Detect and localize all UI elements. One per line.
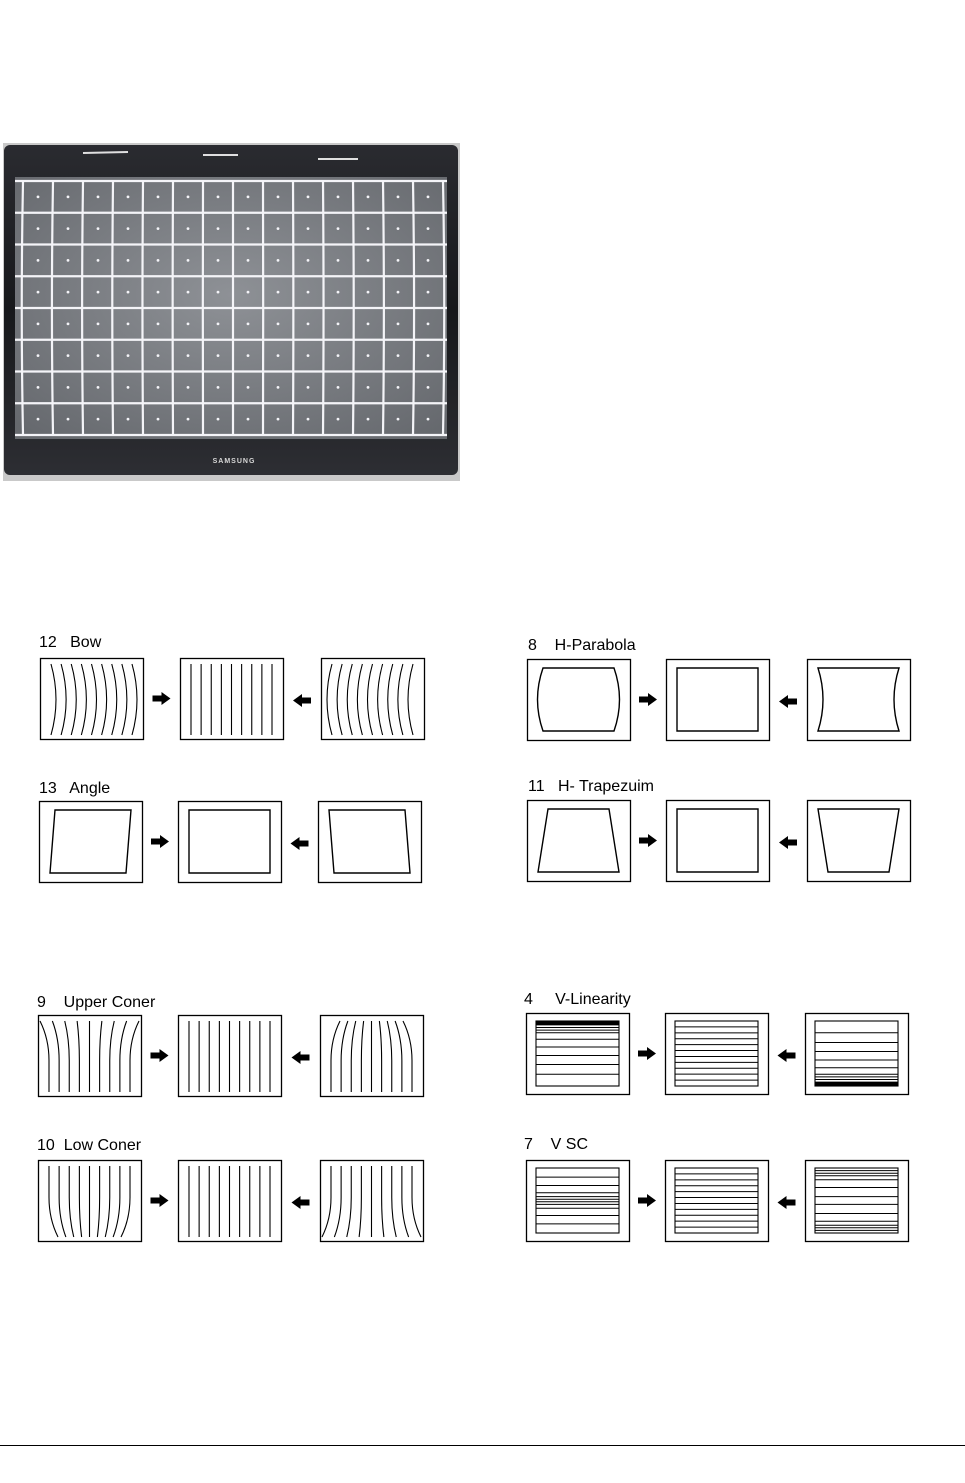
- diagram-low-corner-panel-2: [179, 1161, 282, 1242]
- arrow-right-icon: [639, 693, 657, 706]
- diagram-h-trapezium-panel-1: [528, 801, 631, 882]
- diagram-low-corner-panel-3: [321, 1161, 424, 1242]
- arrow-right-icon: [153, 692, 171, 705]
- diagram-angle-panel-1: [40, 802, 143, 883]
- diagram-h-trapezium: [528, 801, 911, 882]
- diagram-angle-panel-2: [179, 802, 282, 883]
- panel-frame: [179, 802, 282, 883]
- label-bow: 12 Bow: [39, 634, 102, 651]
- diagram-v-sc-panel-1: [527, 1161, 630, 1242]
- diagram-h-parabola: [528, 660, 911, 741]
- footer-rule: [0, 1445, 965, 1446]
- arrow-left-icon: [779, 836, 797, 849]
- diagram-v-sc: [527, 1161, 909, 1242]
- panel-frame: [666, 1014, 769, 1095]
- diagram-v-linearity-panel-2: [666, 1014, 769, 1095]
- arrow-left-icon: [778, 1049, 796, 1062]
- label-h-trapezium: 11 H- Trapezuim: [528, 778, 654, 795]
- diagram-low-corner-panel-1: [39, 1161, 142, 1242]
- diagram-v-linearity-panel-1: [527, 1014, 630, 1095]
- arrow-right-icon: [639, 834, 657, 847]
- panel-frame: [667, 801, 770, 882]
- arrow-right-icon: [638, 1047, 656, 1060]
- panel-frame: [527, 1014, 630, 1095]
- label-low-corner: 10 Low Coner: [37, 1137, 142, 1154]
- diagram-bow-panel-3: [322, 659, 425, 740]
- arrow-left-icon: [291, 837, 309, 850]
- diagram-h-parabola-panel-2: [667, 660, 770, 741]
- diagram-bow-panel-1: [41, 659, 144, 740]
- diagram-h-parabola-panel-1: [528, 660, 631, 741]
- diagram-angle: [40, 802, 422, 883]
- diagram-upper-corner: [39, 1016, 424, 1097]
- thick-band: [815, 1082, 898, 1086]
- diagram-bow-panel-2: [181, 659, 284, 740]
- diagram-low-corner: [39, 1161, 424, 1242]
- label-v-sc: 7 V SC: [524, 1136, 589, 1153]
- label-upper-corner: 9 Upper Coner: [37, 994, 156, 1011]
- diagram-upper-corner-panel-1: [39, 1016, 142, 1097]
- diagram-upper-corner-panel-2: [179, 1016, 282, 1097]
- arrow-left-icon: [293, 694, 311, 707]
- panel-frame: [527, 1161, 630, 1242]
- arrow-left-icon: [292, 1051, 310, 1064]
- label-angle: 13 Angle: [39, 780, 111, 797]
- arrow-left-icon: [779, 695, 797, 708]
- panel-frame: [666, 1161, 769, 1242]
- label-h-parabola: 8 H-Parabola: [528, 637, 636, 654]
- diagram-h-trapezium-panel-2: [667, 801, 770, 882]
- tv-brand-logo: SAMSUNG: [212, 458, 256, 465]
- arrow-right-icon: [638, 1194, 656, 1207]
- arrow-right-icon: [151, 1194, 169, 1207]
- diagram-h-parabola-panel-3: [808, 660, 911, 741]
- diagram-upper-corner-panel-3: [321, 1016, 424, 1097]
- diagram-bow: [41, 659, 425, 740]
- thick-band: [536, 1021, 619, 1025]
- diagram-v-sc-panel-2: [666, 1161, 769, 1242]
- arrow-right-icon: [151, 835, 169, 848]
- label-v-linearity: 4 V-Linearity: [524, 991, 631, 1008]
- diagram-v-sc-panel-3: [806, 1161, 909, 1242]
- diagram-v-linearity: [527, 1014, 909, 1095]
- arrow-left-icon: [292, 1196, 310, 1209]
- diagram-h-trapezium-panel-3: [808, 801, 911, 882]
- panel-frame: [667, 660, 770, 741]
- diagram-angle-panel-3: [319, 802, 422, 883]
- arrow-right-icon: [151, 1049, 169, 1062]
- arrow-left-icon: [778, 1196, 796, 1209]
- diagram-v-linearity-panel-3: [806, 1014, 909, 1095]
- panel-frame: [806, 1161, 909, 1242]
